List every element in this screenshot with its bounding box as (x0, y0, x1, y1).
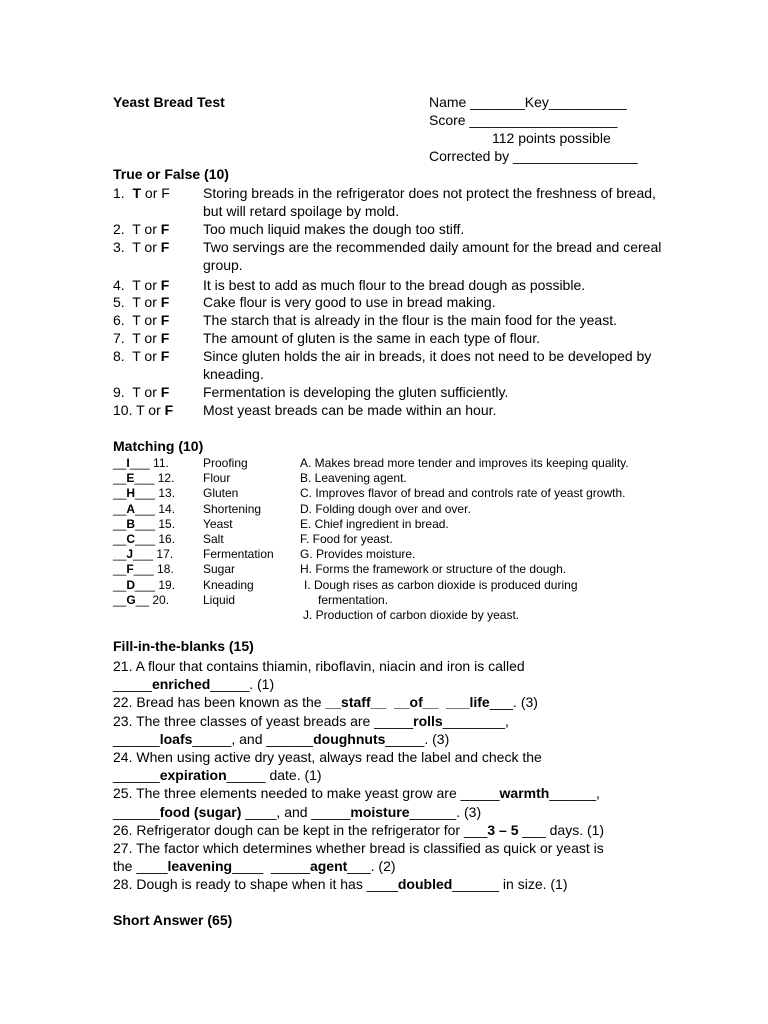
tf-or: or (140, 384, 161, 400)
tf-true-option: T (132, 185, 142, 201)
matching-number: ___ 15. (135, 516, 176, 531)
tf-number: 4. (113, 277, 133, 293)
fill-blank-line (113, 784, 673, 802)
fill-answer: doughnuts (313, 730, 386, 747)
matching-definition: D. Folding dough over and over. (300, 501, 471, 516)
matching-answer (113, 547, 173, 562)
matching-answer (113, 578, 175, 593)
tf-statement: Two servings are the recommended daily amount for the bread and cereal group. (203, 239, 662, 273)
tf-number: 9. (113, 384, 133, 400)
fill-answer: doubled (397, 876, 453, 893)
tf-false-option: F (160, 384, 170, 400)
tf-number: 10. (113, 402, 137, 418)
matching-definition: C. Improves flavor of bread and controls rate of yeast growth. (300, 486, 626, 501)
matching-number: ___ 16. (135, 532, 176, 546)
matching-letter: G (126, 592, 136, 607)
fill-answer: expiration (159, 767, 227, 784)
matching-term: Proofing (203, 456, 248, 470)
matching-number: ___ 11. (129, 456, 169, 470)
matching-letter: J (126, 547, 134, 562)
matching-number: __ 20. (135, 592, 170, 607)
tf-statement: Storing breads in the refrigerator does not protect the freshness of bread, but will retard spoilage by mold. (203, 185, 656, 219)
fill-blank-line (113, 730, 673, 748)
tf-choice (113, 401, 173, 419)
tf-or: or (140, 330, 161, 346)
tf-false-option: F (160, 330, 170, 346)
matching-letter: A (126, 501, 136, 516)
fill-answer: leavening (167, 858, 233, 875)
tf-number: 5. (113, 294, 133, 310)
blank: __ (113, 501, 127, 516)
matching-term: Kneading (203, 577, 254, 592)
tf-number: 3. (113, 239, 133, 255)
matching-definition: B. Leavening agent. (300, 471, 407, 486)
tf-statement: Cake flour is very good to use in bread making. (203, 294, 496, 310)
matching-term: Salt (203, 532, 224, 546)
matching-term: Sugar (203, 562, 236, 577)
tf-or: or (140, 221, 161, 237)
fill-answer: food (sugar) (159, 803, 242, 820)
matching-term: Yeast (203, 516, 233, 531)
points-possible: 112 points possible (492, 130, 611, 146)
fill-text: ______ (113, 730, 160, 747)
tf-true-option: T (132, 348, 141, 364)
tf-false-option: F (164, 402, 174, 418)
fill-blank-line (113, 675, 673, 693)
matching-heading: Matching (10) (113, 438, 204, 454)
fill-text: ________, (442, 712, 509, 729)
tf-or: or (140, 239, 161, 255)
matching-number: ___ 19. (135, 577, 176, 592)
tf-choice (113, 184, 170, 202)
score-line: Score ___________________ (429, 112, 618, 128)
matching-answer (113, 593, 169, 608)
matching-letter: C (126, 532, 136, 546)
fill-text: 25. The three elements needed to make yeast grow are _____ (113, 785, 500, 802)
fill-answer: moisture (350, 803, 410, 820)
matching-answer (113, 471, 174, 486)
fill-answer: enriched (151, 676, 211, 693)
blank: __ (113, 456, 127, 470)
fill-blank-line (113, 821, 673, 839)
fill-text: 26. Refrigerator dough can be kept in the refrigerator for ___ (113, 821, 488, 838)
fill-blank-line (113, 766, 673, 784)
matching-term: Liquid (203, 592, 236, 607)
fill-text: the ____ (113, 858, 168, 875)
tf-or: or (140, 312, 161, 328)
tf-choice (113, 276, 169, 294)
fill-text: _____. (1) (210, 676, 275, 693)
tf-statement: The starch that is already in the flour is the main food for the yeast. (203, 312, 617, 328)
fill-blank-line (113, 839, 673, 857)
matching-definition: I. Dough rises as carbon dioxide is produced during (304, 577, 578, 592)
short-answer-heading: Short Answer (65) (113, 912, 233, 928)
matching-definition: J. Production of carbon dioxide by yeast. (303, 608, 520, 622)
tf-true-option: T (132, 294, 141, 310)
fill-answer: __staff__ __of__ ___life (325, 694, 490, 711)
blank: __ (113, 532, 127, 546)
tf-choice (113, 220, 169, 238)
fill-text: _____. (3) (385, 730, 450, 747)
blank: __ (113, 486, 127, 501)
tf-true-option: T (132, 330, 141, 346)
blank: __ (113, 547, 127, 562)
matching-term: Shortening (203, 501, 262, 516)
matching-number: ___ 14. (135, 501, 176, 516)
true-false-heading: True or False (10) (113, 166, 229, 182)
matching-answer (113, 502, 175, 517)
matching-number: ___ 12. (134, 471, 175, 486)
tf-or: or (140, 348, 161, 364)
tf-true-option: T (132, 221, 141, 237)
matching-answer (113, 562, 174, 577)
blank: __ (113, 516, 127, 531)
tf-true-option: T (136, 402, 145, 418)
fill-answer: rolls (413, 712, 443, 729)
tf-statement: Fermentation is developing the gluten sufficiently. (203, 384, 509, 400)
fill-text: 24. When using active dry yeast, always read the label and check the (113, 749, 542, 765)
fill-text: ______ (113, 767, 160, 784)
tf-false-option: F (160, 348, 170, 364)
tf-choice (113, 238, 169, 256)
tf-false-option: F (161, 185, 170, 201)
fill-text: ___ days. (1) (518, 821, 605, 838)
fill-text: ____, and _____ (241, 803, 351, 820)
tf-number: 6. (113, 312, 133, 328)
matching-definition: A. Makes bread more tender and improves its keeping quality. (300, 456, 629, 470)
fill-blank-line (113, 712, 673, 730)
matching-term: Gluten (203, 486, 239, 501)
fill-blank-line (113, 657, 673, 675)
tf-false-option: F (160, 277, 170, 293)
fill-text: _____, and ______ (192, 730, 314, 747)
fill-text: _____ (113, 676, 152, 693)
tf-number: 1. (113, 185, 133, 201)
tf-statement: The amount of gluten is the same in each type of flour. (203, 330, 540, 346)
tf-or: or (141, 185, 162, 201)
matching-answer (113, 486, 175, 501)
blank: __ (113, 562, 127, 577)
fill-text: ____ _____ (232, 858, 310, 875)
matching-definition: H. Forms the framework or structure of the dough. (300, 562, 567, 577)
corrected-by-line: Corrected by ________________ (429, 148, 638, 164)
tf-statement: It is best to add as much flour to the bread dough as possible. (203, 277, 586, 293)
matching-term: Fermentation (203, 547, 274, 562)
tf-false-option: F (160, 221, 170, 237)
matching-definition: fermentation. (318, 592, 389, 607)
matching-letter: I (126, 456, 130, 470)
tf-false-option: F (160, 239, 170, 255)
tf-statement: Since gluten holds the air in breads, it does not need to be developed by kneading. (203, 348, 652, 382)
tf-false-option: F (160, 312, 170, 328)
tf-statement: Too much liquid makes the dough too stiff. (203, 221, 465, 237)
fill-text: ______ (113, 803, 160, 820)
tf-or: or (140, 277, 161, 293)
tf-number: 8. (113, 348, 133, 364)
fill-blanks-heading: Fill-in-the-blanks (15) (113, 638, 254, 654)
fill-text: ___. (2) (347, 858, 396, 875)
fill-blank-line (113, 857, 673, 875)
fill-blank-line (113, 875, 673, 893)
tf-choice (113, 347, 169, 365)
fill-blank-line (113, 748, 673, 766)
matching-answer (113, 456, 169, 471)
tf-number: 7. (113, 330, 133, 346)
fill-text: 23. The three classes of yeast breads are _____ (113, 712, 414, 729)
matching-number: ___ 18. (133, 562, 174, 577)
matching-letter: E (126, 471, 135, 486)
tf-true-option: T (132, 277, 141, 293)
blank: __ (113, 577, 127, 592)
tf-choice (113, 329, 169, 347)
tf-number: 2. (113, 221, 133, 237)
tf-choice (113, 293, 169, 311)
matching-definition: G. Provides moisture. (300, 547, 416, 562)
matching-definition: F. Food for yeast. (300, 532, 393, 546)
fill-blank-line (113, 803, 673, 821)
tf-true-option: T (132, 239, 141, 255)
fill-text: ______, (549, 785, 600, 802)
tf-true-option: T (132, 312, 141, 328)
matching-letter: D (126, 577, 136, 592)
tf-choice (113, 383, 169, 401)
matching-definition: E. Chief ingredient in bread. (300, 516, 449, 531)
fill-text: 27. The factor which determines whether bread is classified as quick or yeast is (113, 840, 604, 856)
fill-text: _____ date. (1) (226, 767, 322, 784)
tf-statement: Most yeast breads can be made within an hour. (203, 402, 497, 418)
fill-text: ___. (3) (489, 694, 538, 711)
tf-false-option: F (160, 294, 170, 310)
fill-answer: loafs (159, 730, 193, 747)
fill-text: ______ in size. (1) (452, 876, 568, 893)
fill-text: 22. Bread has been known as the (113, 694, 326, 711)
matching-letter: F (126, 562, 134, 577)
blank: __ (113, 471, 127, 486)
fill-answer: agent (309, 858, 348, 875)
tf-or: or (144, 402, 165, 418)
fill-text: 28. Dough is ready to shape when it has ____ (113, 876, 398, 893)
matching-letter: B (126, 516, 136, 531)
fill-text: 21. A flour that contains thiamin, riboflavin, niacin and iron is called (113, 658, 525, 674)
matching-number: ___ 17. (133, 547, 174, 562)
name-line: Name _______Key__________ (429, 94, 627, 110)
fill-blank-line (113, 693, 673, 711)
matching-term: Flour (203, 471, 231, 486)
tf-true-option: T (132, 384, 141, 400)
matching-answer (113, 517, 175, 532)
tf-choice (113, 311, 169, 329)
blank: __ (113, 592, 127, 607)
matching-number: ___ 13. (135, 486, 176, 501)
matching-answer (113, 532, 175, 547)
page-title: Yeast Bread Test (113, 94, 225, 110)
matching-letter: H (126, 486, 136, 501)
fill-answer: warmth (499, 785, 550, 802)
tf-or: or (140, 294, 161, 310)
fill-answer: 3 – 5 (487, 821, 519, 838)
fill-text: ______. (3) (409, 803, 482, 820)
